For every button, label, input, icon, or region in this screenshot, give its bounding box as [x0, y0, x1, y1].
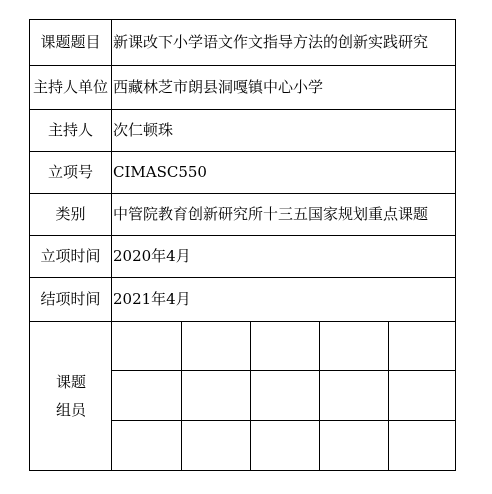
host-person-label: 主持人 — [47, 121, 93, 139]
members-label-line1: 课题 — [55, 373, 86, 391]
members-grid-line — [319, 321, 320, 471]
completion-date-label: 结项时间 — [40, 290, 101, 308]
members-grid-line — [250, 321, 251, 471]
project-title-value: 新课改下小学语文作文指导方法的创新实践研究 — [113, 33, 429, 51]
members-label — [30, 322, 112, 470]
approval-date-value: 2020年4月 — [113, 247, 191, 265]
approval-date-label: 立项时间 — [40, 247, 101, 265]
category-value: 中管院教育创新研究所十三五国家规划重点课题 — [113, 205, 429, 223]
members-grid-line — [388, 321, 389, 471]
host-organization-value: 西藏林芝市朗县洞嘎镇中心小学 — [113, 78, 324, 96]
members-grid-line — [111, 420, 456, 421]
members-grid-line — [111, 370, 456, 371]
completion-date-value: 2021年4月 — [113, 290, 191, 308]
host-organization-label: 主持人单位 — [32, 78, 108, 96]
project-number-value: CIMASC550 — [113, 163, 207, 181]
members-label-line2: 组员 — [55, 401, 86, 419]
project-number-label: 立项号 — [47, 163, 93, 181]
project-title-label: 课题题目 — [40, 33, 101, 51]
host-person-value: 次仁顿珠 — [113, 121, 174, 139]
category-label: 类别 — [55, 205, 86, 223]
members-grid-line — [181, 321, 182, 471]
